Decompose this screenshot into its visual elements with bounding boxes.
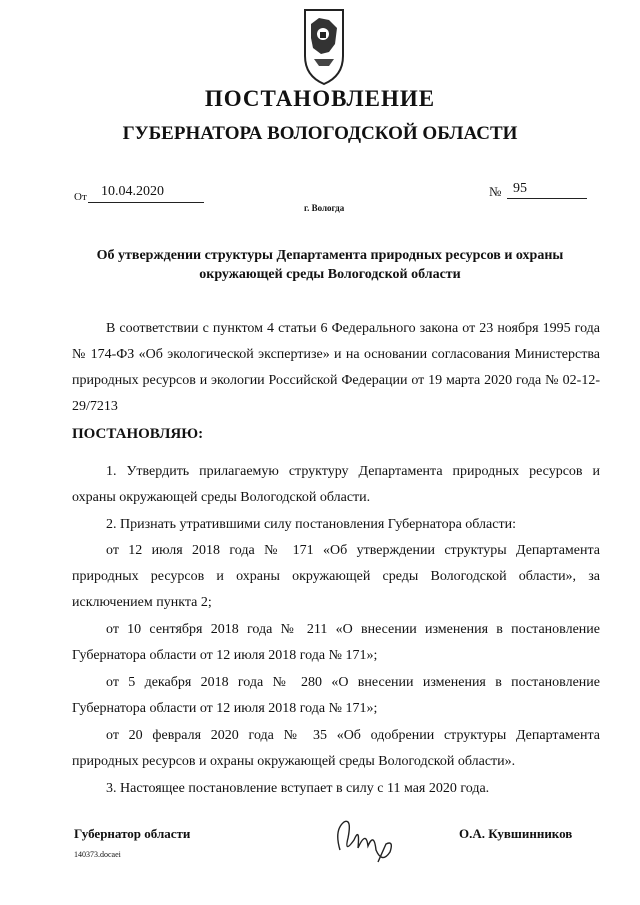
list-item bbox=[72, 512, 600, 538]
handwritten-signature bbox=[330, 810, 400, 870]
date-underline bbox=[88, 202, 204, 203]
list-item bbox=[72, 617, 600, 669]
number-underline bbox=[507, 198, 587, 199]
item-1-text: 1. Утвердить прилагаемую структуру Департамента природных ресурсов и охраны окружающей среды Вологодской области. bbox=[72, 464, 600, 505]
item-2d-text: от 20 февраля 2020 года № 35 «Об одобрении структуры Департамента природных ресурсов и охраны окружающей среды Вологодской области». bbox=[72, 728, 600, 769]
city: г. Вологда bbox=[304, 203, 345, 213]
document-id: 140373.docaei bbox=[74, 850, 121, 859]
list-item bbox=[72, 670, 600, 722]
document-number: 95 bbox=[513, 181, 527, 196]
item-2a-text: от 12 июля 2018 года № 171 «Об утверждении структуры Департамента природных ресурсов и охраны окружающей среды Вологодской области», за исключением пункта 2; bbox=[72, 543, 600, 610]
list-item bbox=[72, 776, 600, 802]
list-item bbox=[72, 538, 600, 616]
item-2b-text: от 10 сентября 2018 года № 211 «О внесении изменения в постановление Губернатора области от 12 июля 2018 года № 171»; bbox=[72, 622, 600, 663]
number-label: № bbox=[489, 184, 502, 199]
coat-of-arms-emblem bbox=[299, 4, 349, 86]
document-subject: Об утверждении структуры Департамента природных ресурсов и охраны окружающей среды Вологодской области bbox=[96, 248, 564, 282]
signatory-role: Губернатор области bbox=[74, 826, 191, 841]
list-item bbox=[72, 459, 600, 511]
document-title: ПОСТАНОВЛЕНИЕ bbox=[204, 86, 436, 111]
preamble-paragraph bbox=[72, 316, 600, 420]
signatory-name: О.А. Кувшинников bbox=[459, 826, 573, 841]
list-item bbox=[72, 723, 600, 775]
document-subtitle: ГУБЕРНАТОРА ВОЛОГОДСКОЙ ОБЛАСТИ bbox=[122, 123, 518, 144]
preamble-text: В соответствии с пунктом 4 статьи 6 Федерального закона от 23 ноября 1995 года № 174-ФЗ «Об экологической экспертизе» и на основании согласования Министерства природных ресурсов и экологии Российской Федерации от 19 марта 2020 года № 02-12-29/7213 bbox=[72, 321, 600, 414]
item-2-text: 2. Признать утратившими силу постановления Губернатора области: bbox=[106, 517, 516, 532]
item-3-text: 3. Настоящее постановление вступает в силу с 11 мая 2020 года. bbox=[106, 781, 490, 796]
document-date: 10.04.2020 bbox=[101, 184, 164, 199]
date-label: От bbox=[74, 191, 87, 203]
resolve-heading: ПОСТАНОВЛЯЮ: bbox=[72, 426, 204, 442]
item-2c-text: от 5 декабря 2018 года № 280 «О внесении изменения в постановление Губернатора области от 12 июля 2018 года № 171»; bbox=[72, 675, 600, 716]
